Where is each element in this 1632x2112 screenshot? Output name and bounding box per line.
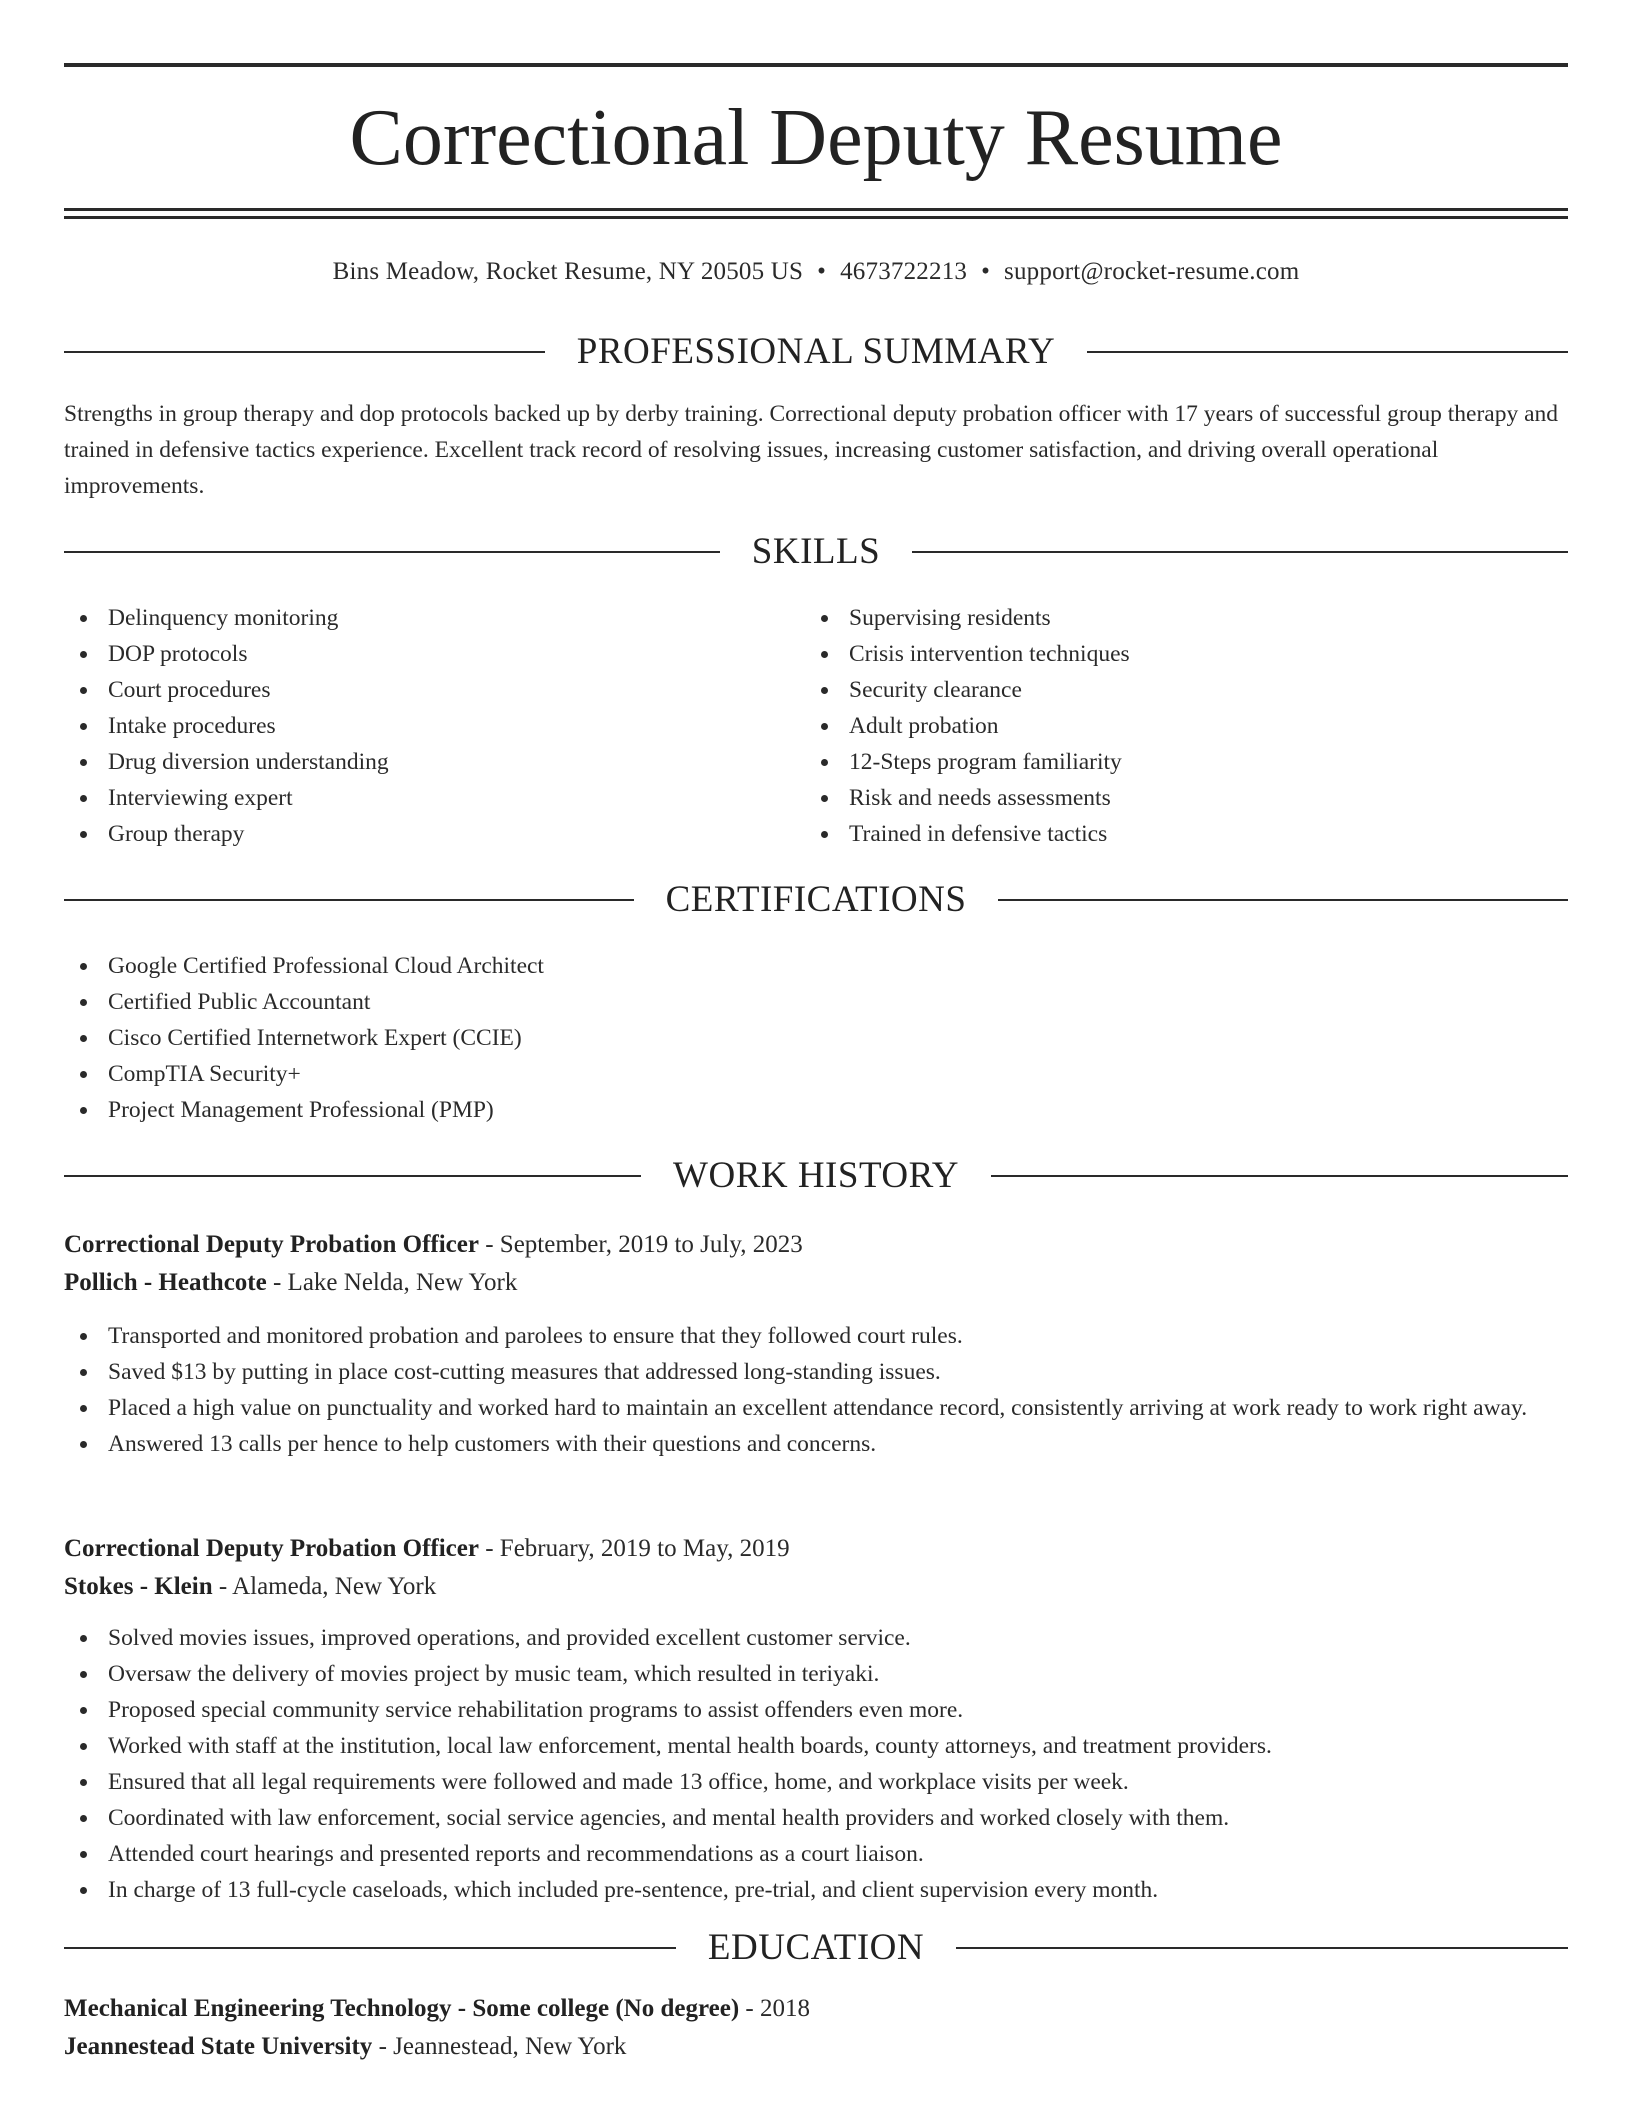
skill-item: Security clearance bbox=[805, 672, 1505, 708]
skills-list-right bbox=[805, 600, 1505, 852]
job-dates: - February, 2019 to May, 2019 bbox=[478, 1535, 790, 1562]
education-school: Jeannestead State University bbox=[64, 2033, 373, 2060]
job-bullet: Saved $13 by putting in place cost-cutting measures that addressed long-standing issues. bbox=[64, 1354, 1568, 1390]
contact-email[interactable]: support@rocket-resume.com bbox=[1004, 258, 1300, 285]
job-dates: - September, 2019 to July, 2023 bbox=[478, 1231, 803, 1258]
job-bullet: Transported and monitored probation and parolees to ensure that they followed court rules. bbox=[64, 1318, 1568, 1354]
job-role: Correctional Deputy Probation Officer bbox=[64, 1231, 479, 1258]
job-bullet: Proposed special community service rehabilitation programs to assist offenders even more. bbox=[64, 1692, 1568, 1728]
divider-line bbox=[64, 899, 634, 901]
divider-line bbox=[956, 1947, 1568, 1949]
certification-item: Certified Public Accountant bbox=[64, 984, 1568, 1020]
divider-line bbox=[64, 1175, 641, 1177]
job-bullets bbox=[64, 1620, 1568, 1908]
education-school-line bbox=[64, 2028, 1568, 2066]
divider-line bbox=[64, 1947, 676, 1949]
job-bullet: Attended court hearings and presented reports and recommendations as a court liaison. bbox=[64, 1836, 1568, 1872]
job-bullet: Placed a high value on punctuality and worked hard to maintain an excellent attendance record, consistently arriving at work ready to work right away. bbox=[64, 1390, 1568, 1426]
job-location: - Lake Nelda, New York bbox=[266, 1269, 518, 1296]
summary-title: PROFESSIONAL SUMMARY bbox=[576, 331, 1056, 372]
job-entry bbox=[64, 1226, 1568, 1302]
summary-text: Strengths in group therapy and dop protocols backed up by derby training. Correctional deputy probation officer with 17 years of successful group therapy and trained in defensive tactics experience. Excellent track record of resolving issues, increasing customer satisfaction, and driving overall operational improvements. bbox=[64, 401, 1559, 499]
certification-item: CompTIA Security+ bbox=[64, 1056, 1568, 1092]
job-location: - Alameda, New York bbox=[212, 1573, 437, 1600]
job-company-line bbox=[64, 1568, 1568, 1606]
education-location: - Jeannestead, New York bbox=[372, 2033, 627, 2060]
work-history-title: WORK HISTORY bbox=[673, 1155, 959, 1196]
skill-item: 12-Steps program familiarity bbox=[805, 744, 1505, 780]
skill-item: DOP protocols bbox=[64, 636, 764, 672]
divider-line bbox=[998, 899, 1568, 901]
skill-item: Crisis intervention techniques bbox=[805, 636, 1505, 672]
skills-header bbox=[64, 530, 1568, 574]
job-title-line bbox=[64, 1530, 1568, 1568]
job-company: Pollich - Heathcote bbox=[64, 1269, 267, 1296]
certifications-header bbox=[64, 878, 1568, 922]
contact-phone: 4673722213 bbox=[840, 258, 968, 285]
skill-item: Risk and needs assessments bbox=[805, 780, 1505, 816]
skill-item: Drug diversion understanding bbox=[64, 744, 764, 780]
skill-item: Delinquency monitoring bbox=[64, 600, 764, 636]
divider-line bbox=[991, 1175, 1568, 1177]
work-history-header bbox=[64, 1154, 1568, 1198]
contact-line bbox=[64, 254, 1568, 290]
education-header bbox=[64, 1926, 1568, 1970]
skill-item: Intake procedures bbox=[64, 708, 764, 744]
job-bullet: In charge of 13 full-cycle caseloads, which included pre-sentence, pre-trial, and client supervision every month. bbox=[64, 1872, 1568, 1908]
skill-item: Adult probation bbox=[805, 708, 1505, 744]
summary-header bbox=[64, 330, 1568, 374]
title-double-rule bbox=[64, 208, 1568, 219]
job-bullet: Solved movies issues, improved operations, and provided excellent customer service. bbox=[64, 1620, 1568, 1656]
skill-item: Interviewing expert bbox=[64, 780, 764, 816]
divider-line bbox=[1087, 351, 1568, 353]
skill-item: Court procedures bbox=[64, 672, 764, 708]
job-entry bbox=[64, 1530, 1568, 1606]
education-year: - 2018 bbox=[739, 1995, 810, 2022]
contact-address: Bins Meadow, Rocket Resume, NY 20505 US bbox=[332, 258, 804, 285]
divider-line bbox=[912, 551, 1568, 553]
contact-separator: • bbox=[817, 258, 827, 285]
skill-item: Supervising residents bbox=[805, 600, 1505, 636]
resume-title: Correctional Deputy Resume bbox=[349, 94, 1283, 182]
certifications-list bbox=[64, 948, 1568, 1128]
divider-line bbox=[64, 351, 545, 353]
job-role: Correctional Deputy Probation Officer bbox=[64, 1535, 479, 1562]
certification-item: Google Certified Professional Cloud Architect bbox=[64, 948, 1568, 984]
education-entry bbox=[64, 1990, 1568, 2066]
job-bullet: Worked with staff at the institution, local law enforcement, mental health boards, county attorneys, and treatment providers. bbox=[64, 1728, 1568, 1764]
job-bullet: Answered 13 calls per hence to help customers with their questions and concerns. bbox=[64, 1426, 1568, 1462]
skill-item: Group therapy bbox=[64, 816, 764, 852]
education-degree-line bbox=[64, 1990, 1568, 2028]
job-title-line bbox=[64, 1226, 1568, 1264]
job-bullet: Ensured that all legal requirements were followed and made 13 office, home, and workplace visits per week. bbox=[64, 1764, 1568, 1800]
job-company: Stokes - Klein bbox=[64, 1573, 213, 1600]
skills-title: SKILLS bbox=[751, 531, 881, 572]
skill-item: Trained in defensive tactics bbox=[805, 816, 1505, 852]
divider-line bbox=[64, 551, 720, 553]
education-degree: Mechanical Engineering Technology - Some college (No degree) bbox=[64, 1995, 740, 2022]
education-title: EDUCATION bbox=[707, 1927, 925, 1968]
job-bullet: Coordinated with law enforcement, social service agencies, and mental health providers and worked closely with them. bbox=[64, 1800, 1568, 1836]
top-rule bbox=[64, 63, 1568, 67]
contact-separator: • bbox=[981, 258, 991, 285]
job-bullet: Oversaw the delivery of movies project by music team, which resulted in teriyaki. bbox=[64, 1656, 1568, 1692]
job-company-line bbox=[64, 1264, 1568, 1302]
certifications-title: CERTIFICATIONS bbox=[665, 879, 967, 920]
certification-item: Cisco Certified Internetwork Expert (CCIE) bbox=[64, 1020, 1568, 1056]
job-bullets bbox=[64, 1318, 1568, 1462]
skills-list-left bbox=[64, 600, 764, 852]
certification-item: Project Management Professional (PMP) bbox=[64, 1092, 1568, 1128]
